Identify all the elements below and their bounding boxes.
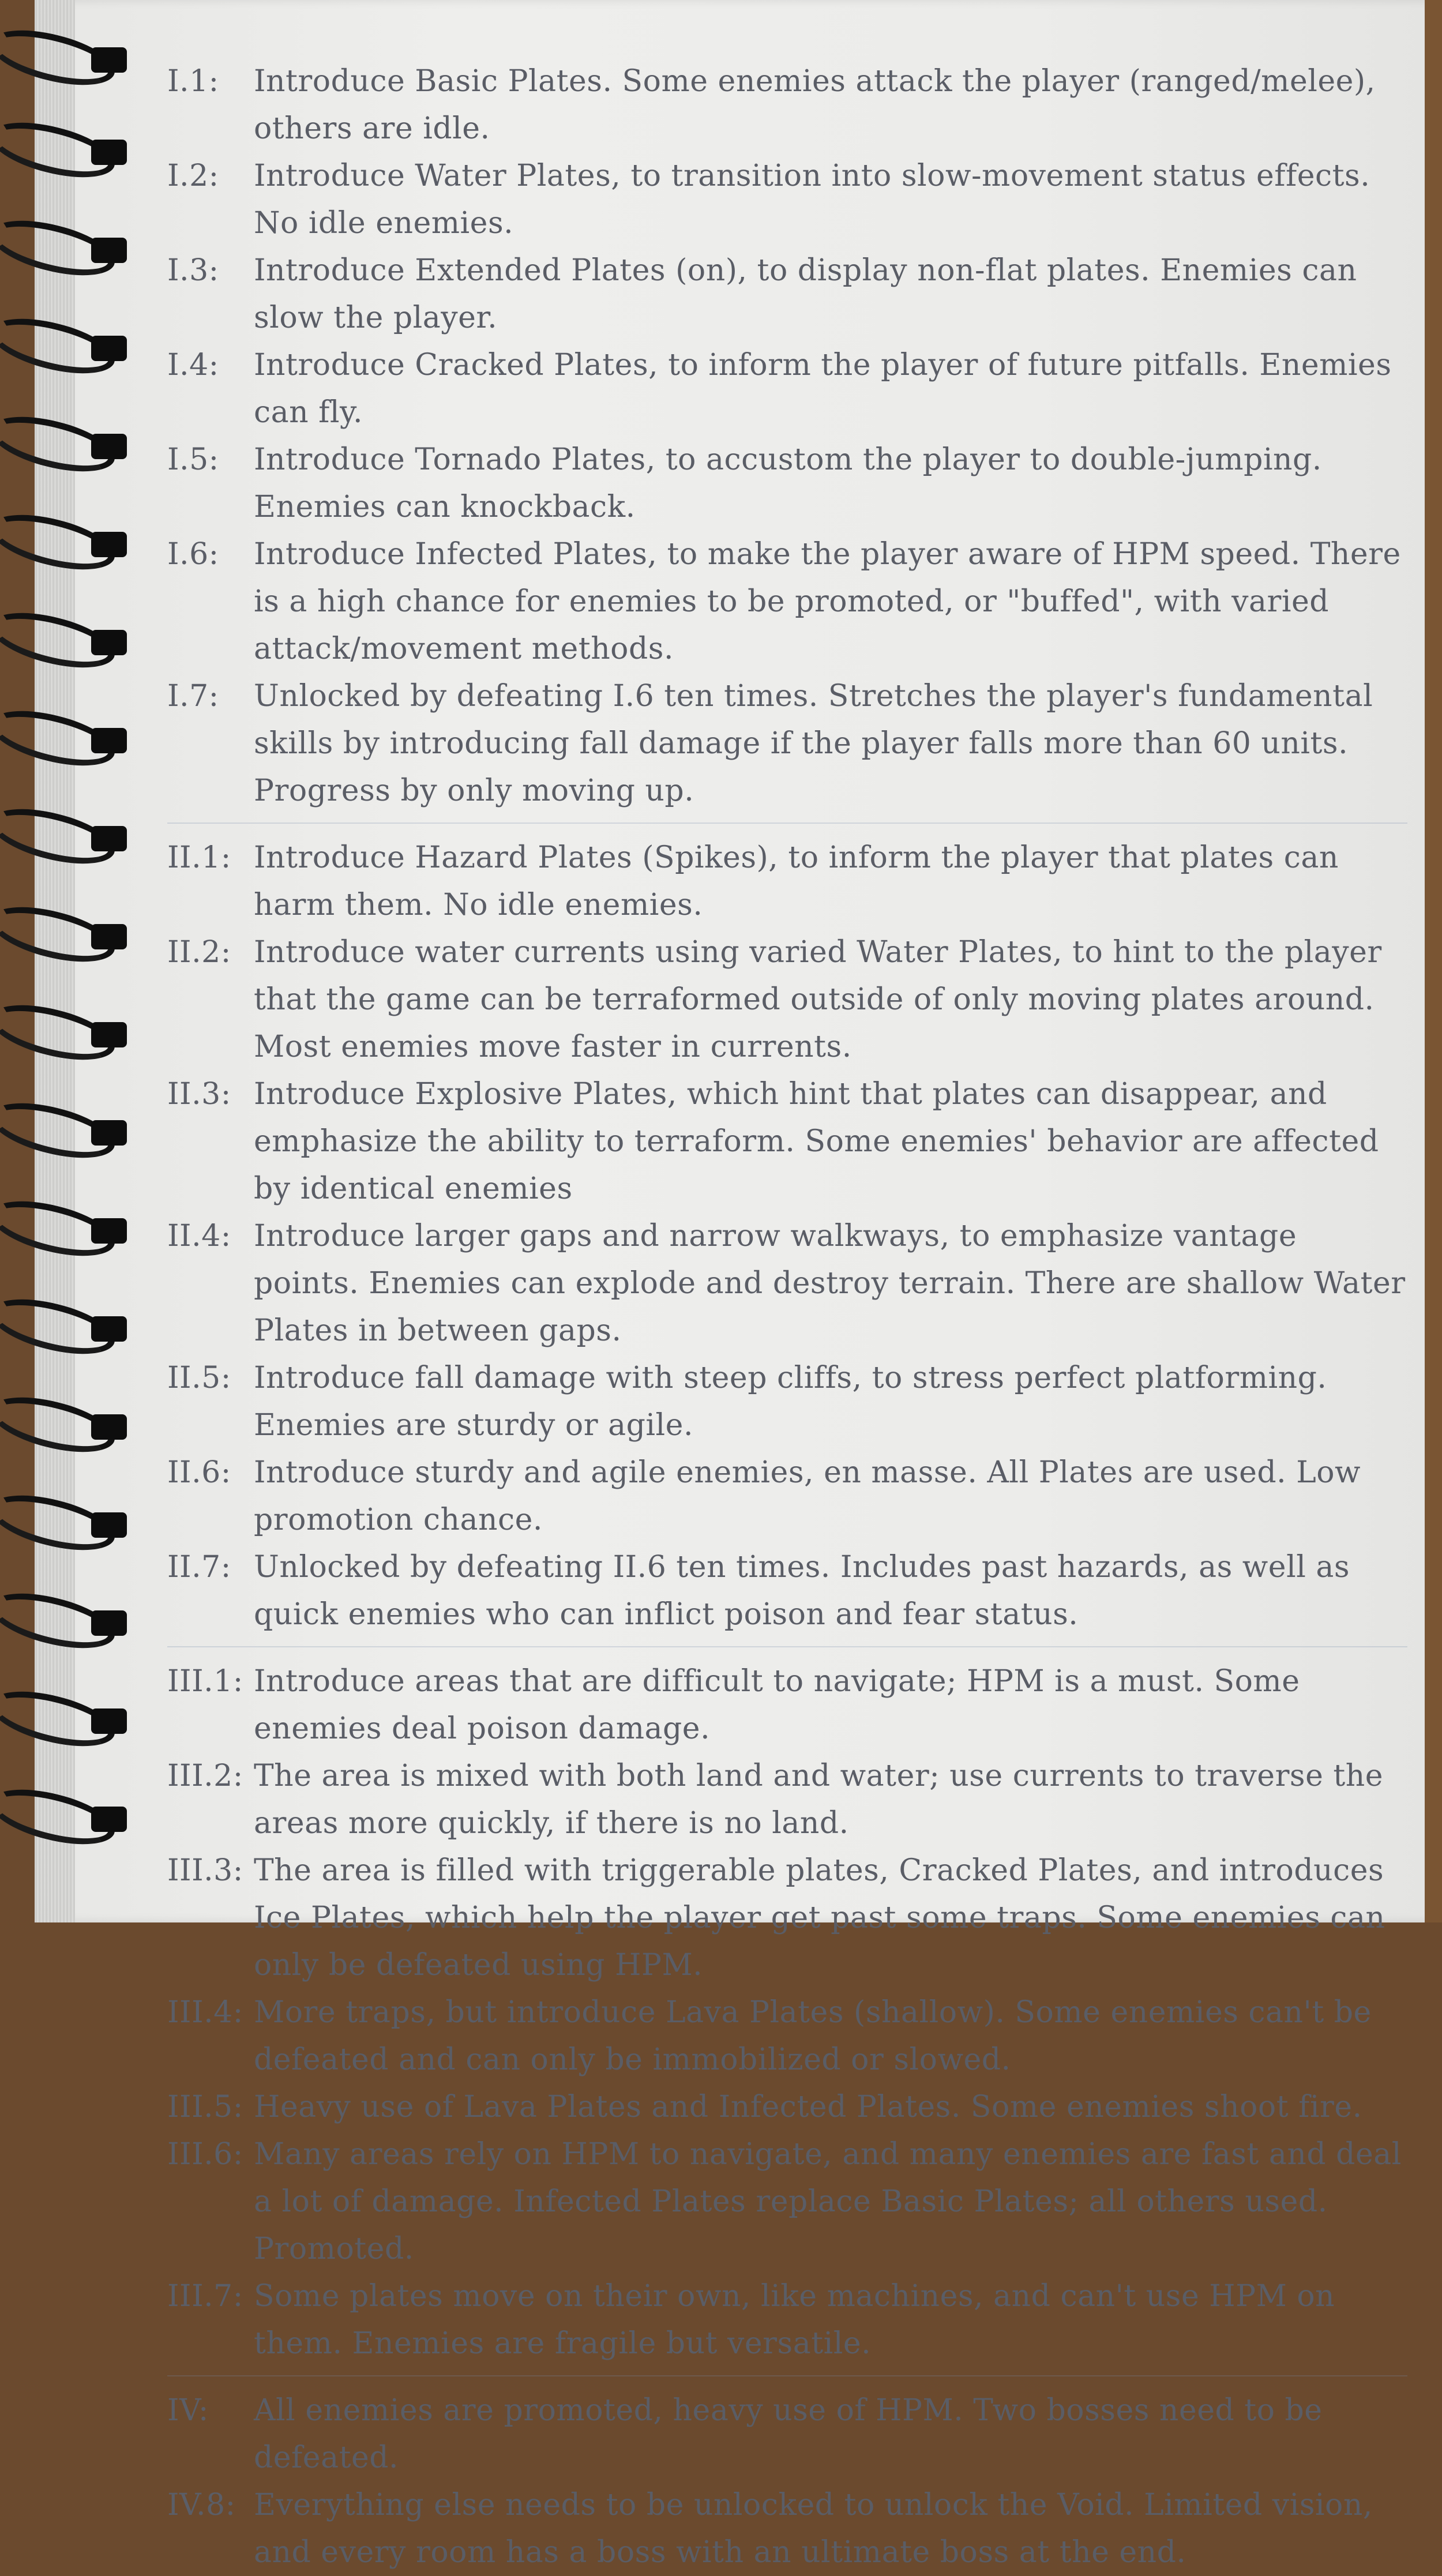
spiral-ring bbox=[0, 1206, 133, 1246]
spiral-ring bbox=[0, 421, 133, 461]
entry-code: III.6: bbox=[167, 2137, 243, 2172]
note-entry bbox=[167, 2083, 1407, 2131]
entry-text: Introduce Basic Plates. Some enemies attack the player (ranged/melee), others are idle. bbox=[254, 64, 1376, 146]
entry-text: More traps, but introduce Lava Plates (shallow). Some enemies can't be defeated and can only be immobilized or slowed. bbox=[254, 1995, 1372, 2077]
entry-code: II.3: bbox=[167, 1077, 231, 1111]
entry-code: II.4: bbox=[167, 1219, 231, 1253]
spiral-ring bbox=[0, 519, 133, 559]
section-divider bbox=[167, 2375, 1407, 2376]
spiral-ring bbox=[0, 1304, 133, 1344]
entry-code: IV.8: bbox=[167, 2488, 236, 2522]
handwritten-notes bbox=[167, 58, 1407, 2576]
note-entry bbox=[167, 247, 1407, 341]
entry-text: Introduce Hazard Plates (Spikes), to inform the player that plates can harm them. No idle enemies. bbox=[254, 840, 1339, 922]
note-entry bbox=[167, 2131, 1407, 2273]
entry-text: All enemies are promoted, heavy use of HPM. Two bosses need to be defeated. bbox=[254, 2393, 1323, 2475]
spiral-ring bbox=[0, 1794, 133, 1834]
spiral-ring bbox=[0, 1107, 133, 1148]
entry-text: Introduce sturdy and agile enemies, en masse. All Plates are used. Low promotion chance. bbox=[254, 1455, 1361, 1537]
note-entry bbox=[167, 2481, 1407, 2576]
entry-text: Introduce Water Plates, to transition into slow-movement status effects. No idle enemies. bbox=[254, 159, 1370, 241]
entry-code: III.4: bbox=[167, 1995, 243, 2030]
note-entry bbox=[167, 2387, 1407, 2481]
entry-text: Unlocked by defeating I.6 ten times. Stretches the player's fundamental skills by introducing fall damage if the player falls more than 60 units. Progress by only moving up. bbox=[254, 679, 1373, 808]
entry-code: III.3: bbox=[167, 1853, 243, 1888]
entry-code: III.7: bbox=[167, 2279, 243, 2314]
entry-text: Many areas rely on HPM to navigate, and many enemies are fast and deal a lot of damage. Infected Plates replace Basic Plates; all others used. Promoted. bbox=[254, 2137, 1402, 2266]
spiral-ring bbox=[0, 323, 133, 363]
notebook-cover-edge bbox=[1425, 0, 1442, 1922]
entry-text: Introduce Tornado Plates, to accustom the player to double-jumping. Enemies can knockback. bbox=[254, 442, 1322, 524]
entry-text: Introduce Extended Plates (on), to display non-flat plates. Enemies can slow the player. bbox=[254, 253, 1357, 335]
note-entry bbox=[167, 341, 1407, 436]
entry-text: The area is mixed with both land and water; use currents to traverse the areas more quickly, if there is no land. bbox=[254, 1759, 1384, 1841]
note-entry bbox=[167, 1847, 1407, 1989]
note-entry bbox=[167, 1989, 1407, 2083]
section-divider bbox=[167, 823, 1407, 824]
spiral-ring bbox=[0, 1402, 133, 1442]
entry-code: I.7: bbox=[167, 679, 219, 714]
entry-text: Heavy use of Lava Plates and Infected Plates. Some enemies shoot fire. bbox=[254, 2090, 1362, 2124]
entry-text: Introduce fall damage with steep cliffs, to stress perfect platforming. Enemies are sturdy or agile. bbox=[254, 1361, 1327, 1443]
entry-code: IV: bbox=[167, 2393, 209, 2428]
note-entry bbox=[167, 1449, 1407, 1544]
spiral-ring bbox=[0, 1500, 133, 1540]
spiral-ring bbox=[0, 1696, 133, 1736]
note-entry bbox=[167, 1212, 1407, 1354]
entry-code: I.1: bbox=[167, 64, 219, 99]
spiral-ring bbox=[0, 813, 133, 854]
spiral-ring bbox=[0, 1598, 133, 1638]
entry-code: I.4: bbox=[167, 348, 219, 382]
spiral-ring bbox=[0, 911, 133, 952]
entry-text: Introduce Cracked Plates, to inform the player of future pitfalls. Enemies can fly. bbox=[254, 348, 1392, 430]
entry-code: II.1: bbox=[167, 840, 231, 875]
entry-text: Introduce areas that are difficult to navigate; HPM is a must. Some enemies deal poison damage. bbox=[254, 1664, 1300, 1746]
spiral-ring bbox=[0, 127, 133, 167]
entry-code: III.2: bbox=[167, 1759, 243, 1793]
note-entry bbox=[167, 1354, 1407, 1449]
note-entry bbox=[167, 1752, 1407, 1847]
entry-code: III.1: bbox=[167, 1664, 243, 1699]
entry-text: Introduce Explosive Plates, which hint that plates can disappear, and emphasize the ability to terraform. Some enemies' behavior are affected by identical enemies bbox=[254, 1077, 1379, 1206]
entry-text: Introduce water currents using varied Water Plates, to hint to the player that the game can be terraformed outside of only moving plates around. Most enemies move faster in currents. bbox=[254, 935, 1382, 1064]
entry-code: I.6: bbox=[167, 537, 219, 572]
note-entry bbox=[167, 531, 1407, 673]
section-divider bbox=[167, 1646, 1407, 1647]
spiral-ring bbox=[0, 225, 133, 265]
note-entry bbox=[167, 2273, 1407, 2367]
note-entry bbox=[167, 1071, 1407, 1212]
entry-code: II.5: bbox=[167, 1361, 231, 1395]
note-entry bbox=[167, 436, 1407, 531]
entry-text: Introduce larger gaps and narrow walkways, to emphasize vantage points. Enemies can explode and destroy terrain. There are shallow Water Plates in between gaps. bbox=[254, 1219, 1406, 1348]
entry-code: III.5: bbox=[167, 2090, 243, 2124]
entry-code: I.3: bbox=[167, 253, 219, 288]
spiral-ring bbox=[0, 617, 133, 658]
spiral-ring bbox=[0, 35, 133, 75]
entry-text: Introduce Infected Plates, to make the player aware of HPM speed. There is a high chance for enemies to be promoted, or "buffed", with varied attack/movement methods. bbox=[254, 537, 1401, 666]
entry-code: I.5: bbox=[167, 442, 219, 477]
note-entry bbox=[167, 673, 1407, 814]
entry-text: The area is filled with triggerable plates, Cracked Plates, and introduces Ice Plates, which help the player get past some traps. Some enemies can only be defeated using HPM. bbox=[254, 1853, 1385, 1982]
entry-code: I.2: bbox=[167, 159, 219, 193]
note-entry bbox=[167, 1658, 1407, 1752]
note-entry bbox=[167, 929, 1407, 1071]
spiral-ring bbox=[0, 1009, 133, 1050]
entry-code: II.6: bbox=[167, 1455, 231, 1490]
spiral-binding bbox=[0, 0, 138, 1922]
spiral-ring bbox=[0, 715, 133, 756]
note-entry bbox=[167, 152, 1407, 247]
entry-text: Some plates move on their own, like machines, and can't use HPM on them. Enemies are fragile but versatile. bbox=[254, 2279, 1335, 2361]
entry-code: II.2: bbox=[167, 935, 231, 970]
note-entry bbox=[167, 834, 1407, 929]
entry-code: II.7: bbox=[167, 1550, 231, 1584]
entry-text: Everything else needs to be unlocked to unlock the Void. Limited vision, and every room has a boss with an ultimate boss at the end. bbox=[254, 2488, 1373, 2570]
note-entry bbox=[167, 58, 1407, 152]
note-entry bbox=[167, 1544, 1407, 1638]
entry-text: Unlocked by defeating II.6 ten times. Includes past hazards, as well as quick enemies who can inflict poison and fear status. bbox=[254, 1550, 1350, 1632]
